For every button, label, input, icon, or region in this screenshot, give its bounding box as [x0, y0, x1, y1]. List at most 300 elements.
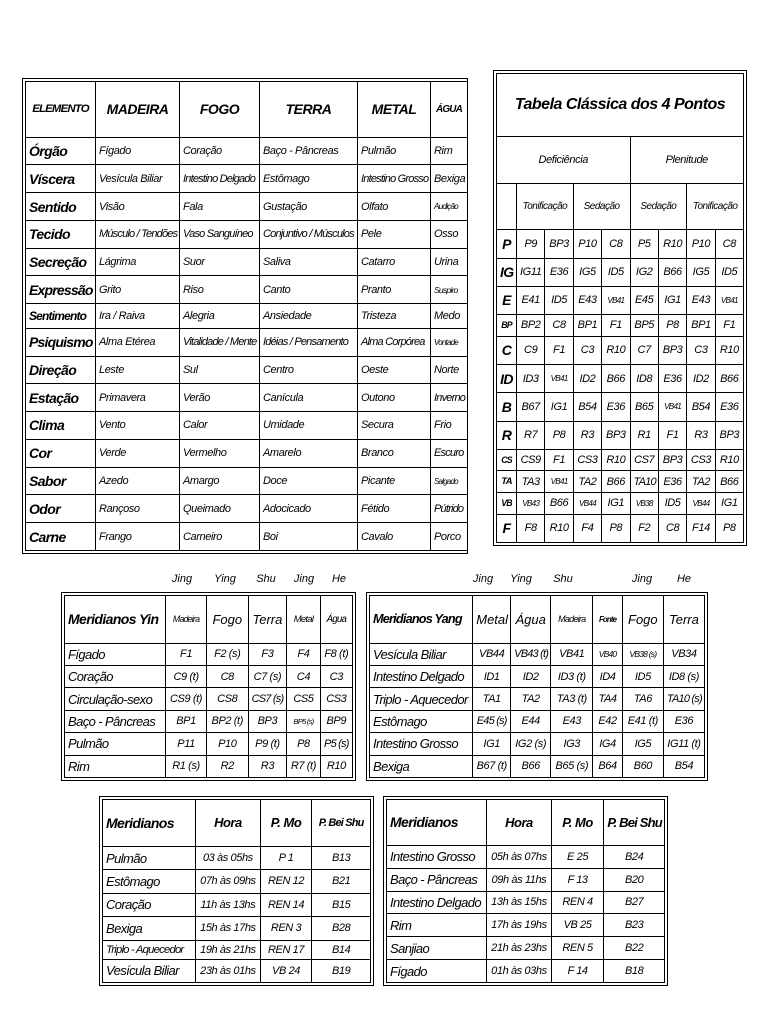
element-row-label: Sabor [26, 467, 96, 495]
yin-row-cell: R2 [206, 755, 248, 777]
four-points-row-label: ID [497, 365, 517, 393]
hours-right-row [387, 960, 665, 983]
four-points-row-cell: E41 [517, 286, 545, 314]
yang-row-label: Intestino Grosso [370, 733, 473, 755]
hours-right-header-hora: Hora [487, 800, 552, 846]
yang-row-cell: VB43 (t) [511, 643, 551, 665]
yang-label-he: He [676, 573, 692, 585]
hours-left-header-meridianos: Meridianos [103, 800, 196, 847]
hours-left-row-label: Pulmão [103, 846, 196, 869]
yin-row-cell: F2 (s) [206, 643, 248, 665]
four-points-row-cell: B66 [715, 365, 743, 393]
yang-row-cell: B64 [593, 755, 622, 777]
four-points-row-cell: R3 [573, 421, 601, 449]
yang-top-labels [0, 573, 768, 587]
four-points-row-cell: IG1 [715, 493, 743, 515]
yin-row-cell: CS8 [206, 688, 248, 710]
yang-table-box [366, 592, 708, 781]
yin-row-cell: CS9 (t) [166, 688, 207, 710]
elements-table-box [22, 78, 468, 554]
four-points-row-cell: BP3 [545, 230, 573, 258]
element-row-cell: Adocicado [260, 495, 358, 523]
elements-table [25, 81, 468, 551]
four-points-row-cell: IG5 [573, 258, 601, 286]
element-row [26, 523, 468, 551]
four-points-row [497, 315, 744, 337]
yin-row-cell: R1 (s) [166, 755, 207, 777]
hours-right-row-cell: 21h às 23hs [487, 937, 552, 960]
yin-row-cell: CS7 (s) [248, 688, 287, 710]
element-row-cell: Norte [431, 356, 468, 384]
element-row-cell: Picante [358, 467, 431, 495]
element-row-cell: Doce [260, 467, 358, 495]
hours-right-row [387, 937, 665, 960]
yang-row-cell: B60 [622, 755, 663, 777]
hours-right-table [386, 799, 665, 983]
yin-label-he: He [331, 573, 347, 585]
hours-right-header-meridianos: Meridianos [387, 800, 487, 846]
yin-row-cell: C8 [206, 665, 248, 687]
yin-row-label: Coração [65, 665, 166, 687]
yin-header-fogo: Fogo [206, 596, 248, 644]
element-row [26, 328, 468, 356]
yin-row-cell: C9 (t) [166, 665, 207, 687]
four-points-row-cell: P8 [715, 514, 743, 542]
hours-left-table [102, 799, 371, 983]
hours-left-row-cell: 11h às 13hs [196, 893, 261, 916]
yin-header-title: Meridianos Yin [65, 596, 166, 644]
four-points-row-cell: TA2 [573, 471, 601, 493]
yang-row-cell: E42 [593, 710, 622, 732]
element-row-label: Direção [26, 356, 96, 384]
element-row-cell: Amargo [180, 467, 260, 495]
hours-left-header-pmo: P. Mo [260, 800, 312, 847]
hours-right-header-beishu: P. Bei Shu [604, 800, 665, 846]
four-points-row-cell: P5 [630, 230, 658, 258]
yin-row-label: Fígado [65, 643, 166, 665]
hours-right-row-cell: 17h às 19hs [487, 914, 552, 937]
element-row-cell: Vermelho [180, 439, 260, 467]
yin-header-terra: Terra [248, 596, 287, 644]
element-row-cell: Saliva [260, 248, 358, 276]
element-row-cell: Urina [431, 248, 468, 276]
element-row-cell: Frango [96, 523, 180, 551]
yang-row [370, 688, 705, 710]
yang-row-cell: TA10 (s) [663, 688, 704, 710]
four-points-row-cell: P8 [658, 315, 686, 337]
yang-row-cell: ID5 [622, 665, 663, 687]
element-row-cell: Pulmão [358, 137, 431, 165]
four-points-row-label: IG [497, 258, 517, 286]
hours-right-row-cell: 05h às 07hs [487, 845, 552, 868]
yin-row-cell: R10 [320, 755, 352, 777]
four-points-row-cell: B54 [573, 393, 601, 421]
four-points-row-cell: E36 [658, 471, 686, 493]
hours-right-row-cell: F 13 [551, 868, 604, 891]
four-points-row-cell: VB41 [715, 286, 743, 314]
four-points-row-cell: CS7 [630, 449, 658, 471]
yang-header-agua: Água [511, 596, 551, 644]
four-points-row-cell: C8 [602, 230, 630, 258]
hours-right-box [383, 796, 668, 986]
yin-row-cell: BP9 [320, 710, 352, 732]
element-row-cell: Fala [180, 193, 260, 221]
element-row-cell: Rançoso [96, 495, 180, 523]
yang-row-cell: VB41 [551, 643, 593, 665]
four-points-row-cell: B67 [517, 393, 545, 421]
hours-right-row-label: Baço - Pâncreas [387, 868, 487, 891]
sub-sedacao-2: Sedação [630, 183, 687, 230]
yang-label-shu: Shu [553, 573, 573, 585]
element-row-label: Sentido [26, 193, 96, 221]
four-points-row-cell: P8 [602, 514, 630, 542]
hours-left-row-cell: P 1 [260, 846, 312, 869]
yin-row-cell: BP3 [248, 710, 287, 732]
element-row-cell: Alma Corpórea [358, 328, 431, 356]
yang-row-cell: E44 [511, 710, 551, 732]
four-points-row-cell: BP3 [658, 336, 686, 364]
four-points-row-cell: F4 [573, 514, 601, 542]
yin-row-cell: P10 [206, 733, 248, 755]
four-points-row-cell: ID2 [687, 365, 715, 393]
yin-row [65, 688, 353, 710]
yang-row-cell: E41 (t) [622, 710, 663, 732]
yin-row [65, 733, 353, 755]
yang-row [370, 733, 705, 755]
element-row-cell: Catarro [358, 248, 431, 276]
element-row-cell: Alegria [180, 304, 260, 329]
col-header-metal: METAL [358, 82, 431, 138]
element-row-cell: Branco [358, 439, 431, 467]
col-header-madeira: MADEIRA [96, 82, 180, 138]
element-row-cell: Idéias / Pensamento [260, 328, 358, 356]
four-points-row-cell: F2 [630, 514, 658, 542]
four-points-row-cell: E36 [658, 365, 686, 393]
four-points-row-cell: B66 [545, 493, 573, 515]
four-points-row-cell: BP2 [517, 315, 545, 337]
element-row-cell: Rim [431, 137, 468, 165]
four-points-row-cell: P8 [545, 421, 573, 449]
four-points-row-cell: IG11 [517, 258, 545, 286]
four-points-row-cell: VB43 [517, 493, 545, 515]
four-points-row-cell: R10 [545, 514, 573, 542]
element-row-cell: Escuro [431, 439, 468, 467]
hours-left-header-hora: Hora [196, 800, 261, 847]
element-row-cell: Carneiro [180, 523, 260, 551]
hours-left-row-label: Vesícula Biliar [103, 959, 196, 982]
group-plenitude: Plenitude [630, 137, 744, 184]
four-points-row-cell: ID2 [573, 365, 601, 393]
four-points-row-cell: ID8 [630, 365, 658, 393]
yin-row-cell: BP1 [166, 710, 207, 732]
four-points-row [497, 286, 744, 314]
yang-header-madeira: Madeira [551, 596, 593, 644]
yang-row-cell: ID4 [593, 665, 622, 687]
element-row-label: Víscera [26, 165, 96, 193]
four-points-row [497, 449, 744, 471]
col-header-elemento: ELEMENTO [26, 82, 96, 138]
hours-right-row-label: Intestino Grosso [387, 845, 487, 868]
yang-rows [370, 643, 705, 777]
hours-left-row-cell: 03 às 05hs [196, 846, 261, 869]
hours-right-row-label: Sanjiao [387, 937, 487, 960]
element-row-cell: Primavera [96, 384, 180, 412]
hours-right-row-cell: B27 [604, 891, 665, 914]
element-row-cell: Bexiga [431, 165, 468, 193]
yin-row-cell: BP5 (s) [287, 710, 320, 732]
four-points-row-cell: IG1 [602, 493, 630, 515]
hours-left-row-cell: B21 [312, 870, 371, 893]
four-points-row-cell: E43 [687, 286, 715, 314]
yin-row-cell: C3 [320, 665, 352, 687]
element-row-cell: Pútrido [431, 495, 468, 523]
hours-left-rows [103, 846, 371, 982]
four-points-row-cell: F1 [658, 421, 686, 449]
col-header-terra: TERRA [260, 82, 358, 138]
yang-label-jing-1: Jing [472, 573, 494, 585]
yang-row-label: Intestino Delgado [370, 665, 473, 687]
yang-row-label: Bexiga [370, 755, 473, 777]
hours-right-row-cell: VB 25 [551, 914, 604, 937]
yang-label-jing-2: Jing [631, 573, 653, 585]
yang-row-cell: TA6 [622, 688, 663, 710]
yang-row-cell: VB40 [593, 643, 622, 665]
element-row-cell: Baço - Pâncreas [260, 137, 358, 165]
four-points-row-cell: R10 [658, 230, 686, 258]
four-points-row-cell: R10 [715, 336, 743, 364]
yin-row-label: Pulmão [65, 733, 166, 755]
yang-row-cell: B66 [511, 755, 551, 777]
element-row [26, 276, 468, 304]
element-row-cell: Tristeza [358, 304, 431, 329]
hours-right-row-cell: B20 [604, 868, 665, 891]
four-points-row-cell: VB41 [545, 365, 573, 393]
four-points-row-cell: E43 [573, 286, 601, 314]
four-points-row-cell: IG5 [687, 258, 715, 286]
yang-row-cell: TA3 (t) [551, 688, 593, 710]
four-points-row-cell: E45 [630, 286, 658, 314]
four-points-row-cell: IG1 [545, 393, 573, 421]
four-points-row-cell: R10 [602, 449, 630, 471]
hours-left-row-cell: REN 14 [260, 893, 312, 916]
element-row-cell: Intestino Grosso [358, 165, 431, 193]
element-row-cell: Músculo / Tendões [96, 220, 180, 248]
yin-row-cell: F3 [248, 643, 287, 665]
yang-row-cell: IG5 [622, 733, 663, 755]
element-row-label: Órgão [26, 137, 96, 165]
hours-left-row [103, 893, 371, 916]
yin-row-cell: CS3 [320, 688, 352, 710]
yang-row-cell: TA1 [473, 688, 511, 710]
element-row-cell: Coração [180, 137, 260, 165]
yang-row-cell: TA2 [511, 688, 551, 710]
hours-left-row [103, 959, 371, 982]
yin-row-cell: CS5 [287, 688, 320, 710]
four-points-row [497, 393, 744, 421]
four-points-row-cell: CS9 [517, 449, 545, 471]
four-points-row-cell: R3 [687, 421, 715, 449]
hours-right-row [387, 845, 665, 868]
yin-label-jing-1: Jing [171, 573, 193, 585]
element-row-cell: Fétido [358, 495, 431, 523]
four-points-row-cell: IG1 [658, 286, 686, 314]
hours-right-row-cell: REN 4 [551, 891, 604, 914]
yin-row-label: Rim [65, 755, 166, 777]
four-points-row-cell: C8 [658, 514, 686, 542]
element-row-cell: Calor [180, 412, 260, 440]
yang-header-terra: Terra [663, 596, 704, 644]
hours-left-box [99, 796, 374, 986]
hours-left-row-label: Estômago [103, 870, 196, 893]
element-row-cell: Pranto [358, 276, 431, 304]
hours-right-row-label: Fígado [387, 960, 487, 983]
four-points-row-cell: BP3 [658, 449, 686, 471]
element-row-label: Sentimento [26, 304, 96, 329]
four-points-row [497, 421, 744, 449]
four-points-row [497, 230, 744, 258]
yang-label-ying: Ying [510, 573, 532, 585]
element-row-label: Clima [26, 412, 96, 440]
hours-right-row-cell: 01h às 03hs [487, 960, 552, 983]
element-row [26, 193, 468, 221]
element-row-cell: Riso [180, 276, 260, 304]
yin-row-cell: C7 (s) [248, 665, 287, 687]
element-row-cell: Grito [96, 276, 180, 304]
yin-row [65, 643, 353, 665]
hours-right-row-cell: F 14 [551, 960, 604, 983]
element-row-cell: Vontade [431, 328, 468, 356]
hours-left-row-cell: REN 3 [260, 917, 312, 940]
four-points-rows [497, 230, 744, 543]
yin-row-cell: F1 [166, 643, 207, 665]
yang-row-label: Estômago [370, 710, 473, 732]
four-points-row-cell: BP5 [630, 315, 658, 337]
yin-row-cell: BP2 (t) [206, 710, 248, 732]
element-row-cell: Verão [180, 384, 260, 412]
hours-right-rows [387, 845, 665, 982]
yang-row-label: Vesícula Biliar [370, 643, 473, 665]
four-points-row-cell: F1 [545, 336, 573, 364]
hours-right-header-pmo: P. Mo [551, 800, 604, 846]
four-points-row-cell: C9 [517, 336, 545, 364]
hours-left-row-cell: B14 [312, 940, 371, 959]
element-row-cell: Canícula [260, 384, 358, 412]
four-points-row [497, 471, 744, 493]
element-row-cell: Outono [358, 384, 431, 412]
four-points-row-cell: CS3 [687, 449, 715, 471]
group-deficiencia: Deficiência [497, 137, 631, 184]
four-points-row-label: VB [497, 493, 517, 515]
element-row-label: Secreção [26, 248, 96, 276]
element-row-cell: Visão [96, 193, 180, 221]
element-row [26, 137, 468, 165]
hours-left-row-cell: REN 17 [260, 940, 312, 959]
element-row-cell: Umidade [260, 412, 358, 440]
yin-table-box [61, 592, 356, 781]
yang-row-cell: E43 [551, 710, 593, 732]
yin-row-label: Baço - Pâncreas [65, 710, 166, 732]
element-row-cell: Vesícula Biliar [96, 165, 180, 193]
yang-row [370, 755, 705, 777]
element-row [26, 439, 468, 467]
element-row-cell: Intestino Delgado [180, 165, 260, 193]
element-row [26, 220, 468, 248]
yin-row-cell: P11 [166, 733, 207, 755]
hours-right-row [387, 891, 665, 914]
sub-tonificacao-1: Tonificação [517, 183, 574, 230]
yang-row-cell: B54 [663, 755, 704, 777]
hours-right-row-label: Rim [387, 914, 487, 937]
four-points-row-cell: C8 [715, 230, 743, 258]
element-row-cell: Vento [96, 412, 180, 440]
element-row [26, 412, 468, 440]
hours-left-row-cell: VB 24 [260, 959, 312, 982]
four-points-row-label: B [497, 393, 517, 421]
element-row-cell: Estômago [260, 165, 358, 193]
yang-row-cell: VB44 [473, 643, 511, 665]
hours-left-row-cell: 15h às 17hs [196, 917, 261, 940]
hours-right-row-cell: B23 [604, 914, 665, 937]
yin-row-cell: P9 (t) [248, 733, 287, 755]
four-points-row-label: C [497, 336, 517, 364]
element-row-cell: Canto [260, 276, 358, 304]
element-row-cell: Olfato [358, 193, 431, 221]
four-points-row [497, 365, 744, 393]
element-row-cell: Vitalidade / Mente [180, 328, 260, 356]
four-points-row [497, 336, 744, 364]
hours-right-row-cell: B24 [604, 845, 665, 868]
hours-right-row-label: Intestino Delgado [387, 891, 487, 914]
yin-row [65, 755, 353, 777]
element-row-cell: Boi [260, 523, 358, 551]
element-row [26, 304, 468, 329]
yang-row-cell: ID8 (s) [663, 665, 704, 687]
yang-row-cell: B65 (s) [551, 755, 593, 777]
four-points-row-label: TA [497, 471, 517, 493]
four-points-row [497, 514, 744, 542]
element-row-label: Psiquismo [26, 328, 96, 356]
yin-label-jing-2: Jing [293, 573, 315, 585]
hours-left-row-label: Coração [103, 893, 196, 916]
element-row-label: Tecido [26, 220, 96, 248]
four-points-row-cell: BP3 [715, 421, 743, 449]
four-points-row-cell: BP1 [573, 315, 601, 337]
hours-left-header-beishu: P. Bei Shu [312, 800, 371, 847]
four-points-row-cell: F1 [545, 449, 573, 471]
element-row [26, 384, 468, 412]
four-points-row-cell: BP3 [602, 421, 630, 449]
four-points-row-cell: B66 [602, 471, 630, 493]
four-points-row [497, 493, 744, 515]
yang-header-title: Meridianos Yang [370, 596, 473, 644]
four-points-row-cell: VB41 [602, 286, 630, 314]
four-points-row-cell: ID5 [545, 286, 573, 314]
yin-row-cell: P8 [287, 733, 320, 755]
yang-row-cell: B67 (t) [473, 755, 511, 777]
yang-row-cell: IG11 (t) [663, 733, 704, 755]
yang-row-cell: TA4 [593, 688, 622, 710]
element-row-label: Cor [26, 439, 96, 467]
element-row-cell: Ira / Raiva [96, 304, 180, 329]
four-points-row-cell: F8 [517, 514, 545, 542]
element-row-cell: Frio [431, 412, 468, 440]
yin-header-agua: Água [320, 596, 352, 644]
hours-left-row-cell: B13 [312, 846, 371, 869]
hours-left-row-cell: REN 12 [260, 870, 312, 893]
element-row-cell: Secura [358, 412, 431, 440]
four-points-row-cell: TA2 [687, 471, 715, 493]
four-points-row-cell: B66 [602, 365, 630, 393]
